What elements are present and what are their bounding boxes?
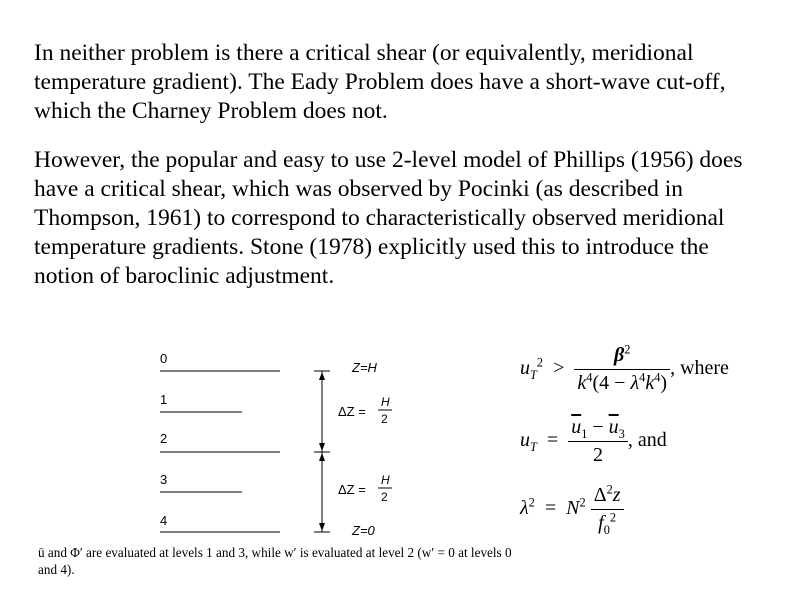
equation-thermal-wind: $u_T$ = $\frac{\overline{u}_1 - \overline{u}_3}{2}$ , and: [520, 416, 667, 466]
figure-caption: ū and Φ′ are evaluated at levels 1 and 3, while w′ is evaluated at level 2 (w′ = 0 at levels 0 and 4).: [38, 545, 512, 577]
arrow-up-top-icon: [319, 372, 325, 380]
two-denominator-lower: 2: [381, 490, 388, 504]
level-label-2: 2: [160, 431, 168, 446]
level-label-4: 4: [160, 513, 168, 528]
delta-z-label-lower: ΔZ =: [338, 482, 366, 497]
equation-critical-shear: $u_T^2$ > $\frac{\beta^2}{k^4(4 - \lambda^4k^4)}$ , where: [520, 342, 729, 394]
equation-1-suffix: , where: [670, 357, 729, 380]
paragraph-1: In neither problem is there a critical shear (or equivalently, meridional temperature gradient). The Eady Problem does have a short-wave cut-off, which the Charney Problem does not.: [34, 40, 726, 124]
equation-2-suffix: , and: [627, 429, 667, 452]
bottom-boundary-label: Z=0: [352, 523, 375, 538]
equation-lambda: $\lambda^2 = N^2$ $\frac{\Delta^2z}{f_0^2}$: [520, 484, 624, 535]
level-label-1: 1: [160, 392, 168, 407]
level-label-0: 0: [160, 351, 168, 366]
h-numerator-upper: H: [381, 395, 390, 409]
arrow-down-bottom-icon: [319, 523, 325, 531]
paragraph-2: However, the popular and easy to use 2-level model of Phillips (1956) does have a critical shear, which was observed by Pocinki (as described in Thompson, 1961) to correspond to characteristically observed meridional temperature gradients. Stone (1978) explicitly used this to introduce the notion of baroclinic adjustment.: [34, 147, 743, 289]
two-denominator-upper: 2: [381, 412, 388, 426]
level-label-3: 3: [160, 472, 168, 487]
h-numerator-lower: H: [381, 473, 390, 487]
delta-z-label-upper: ΔZ =: [338, 404, 366, 419]
arrow-up-mid-icon: [319, 453, 325, 461]
top-boundary-label: Z=H: [352, 360, 377, 375]
arrow-down-mid-icon: [319, 443, 325, 451]
